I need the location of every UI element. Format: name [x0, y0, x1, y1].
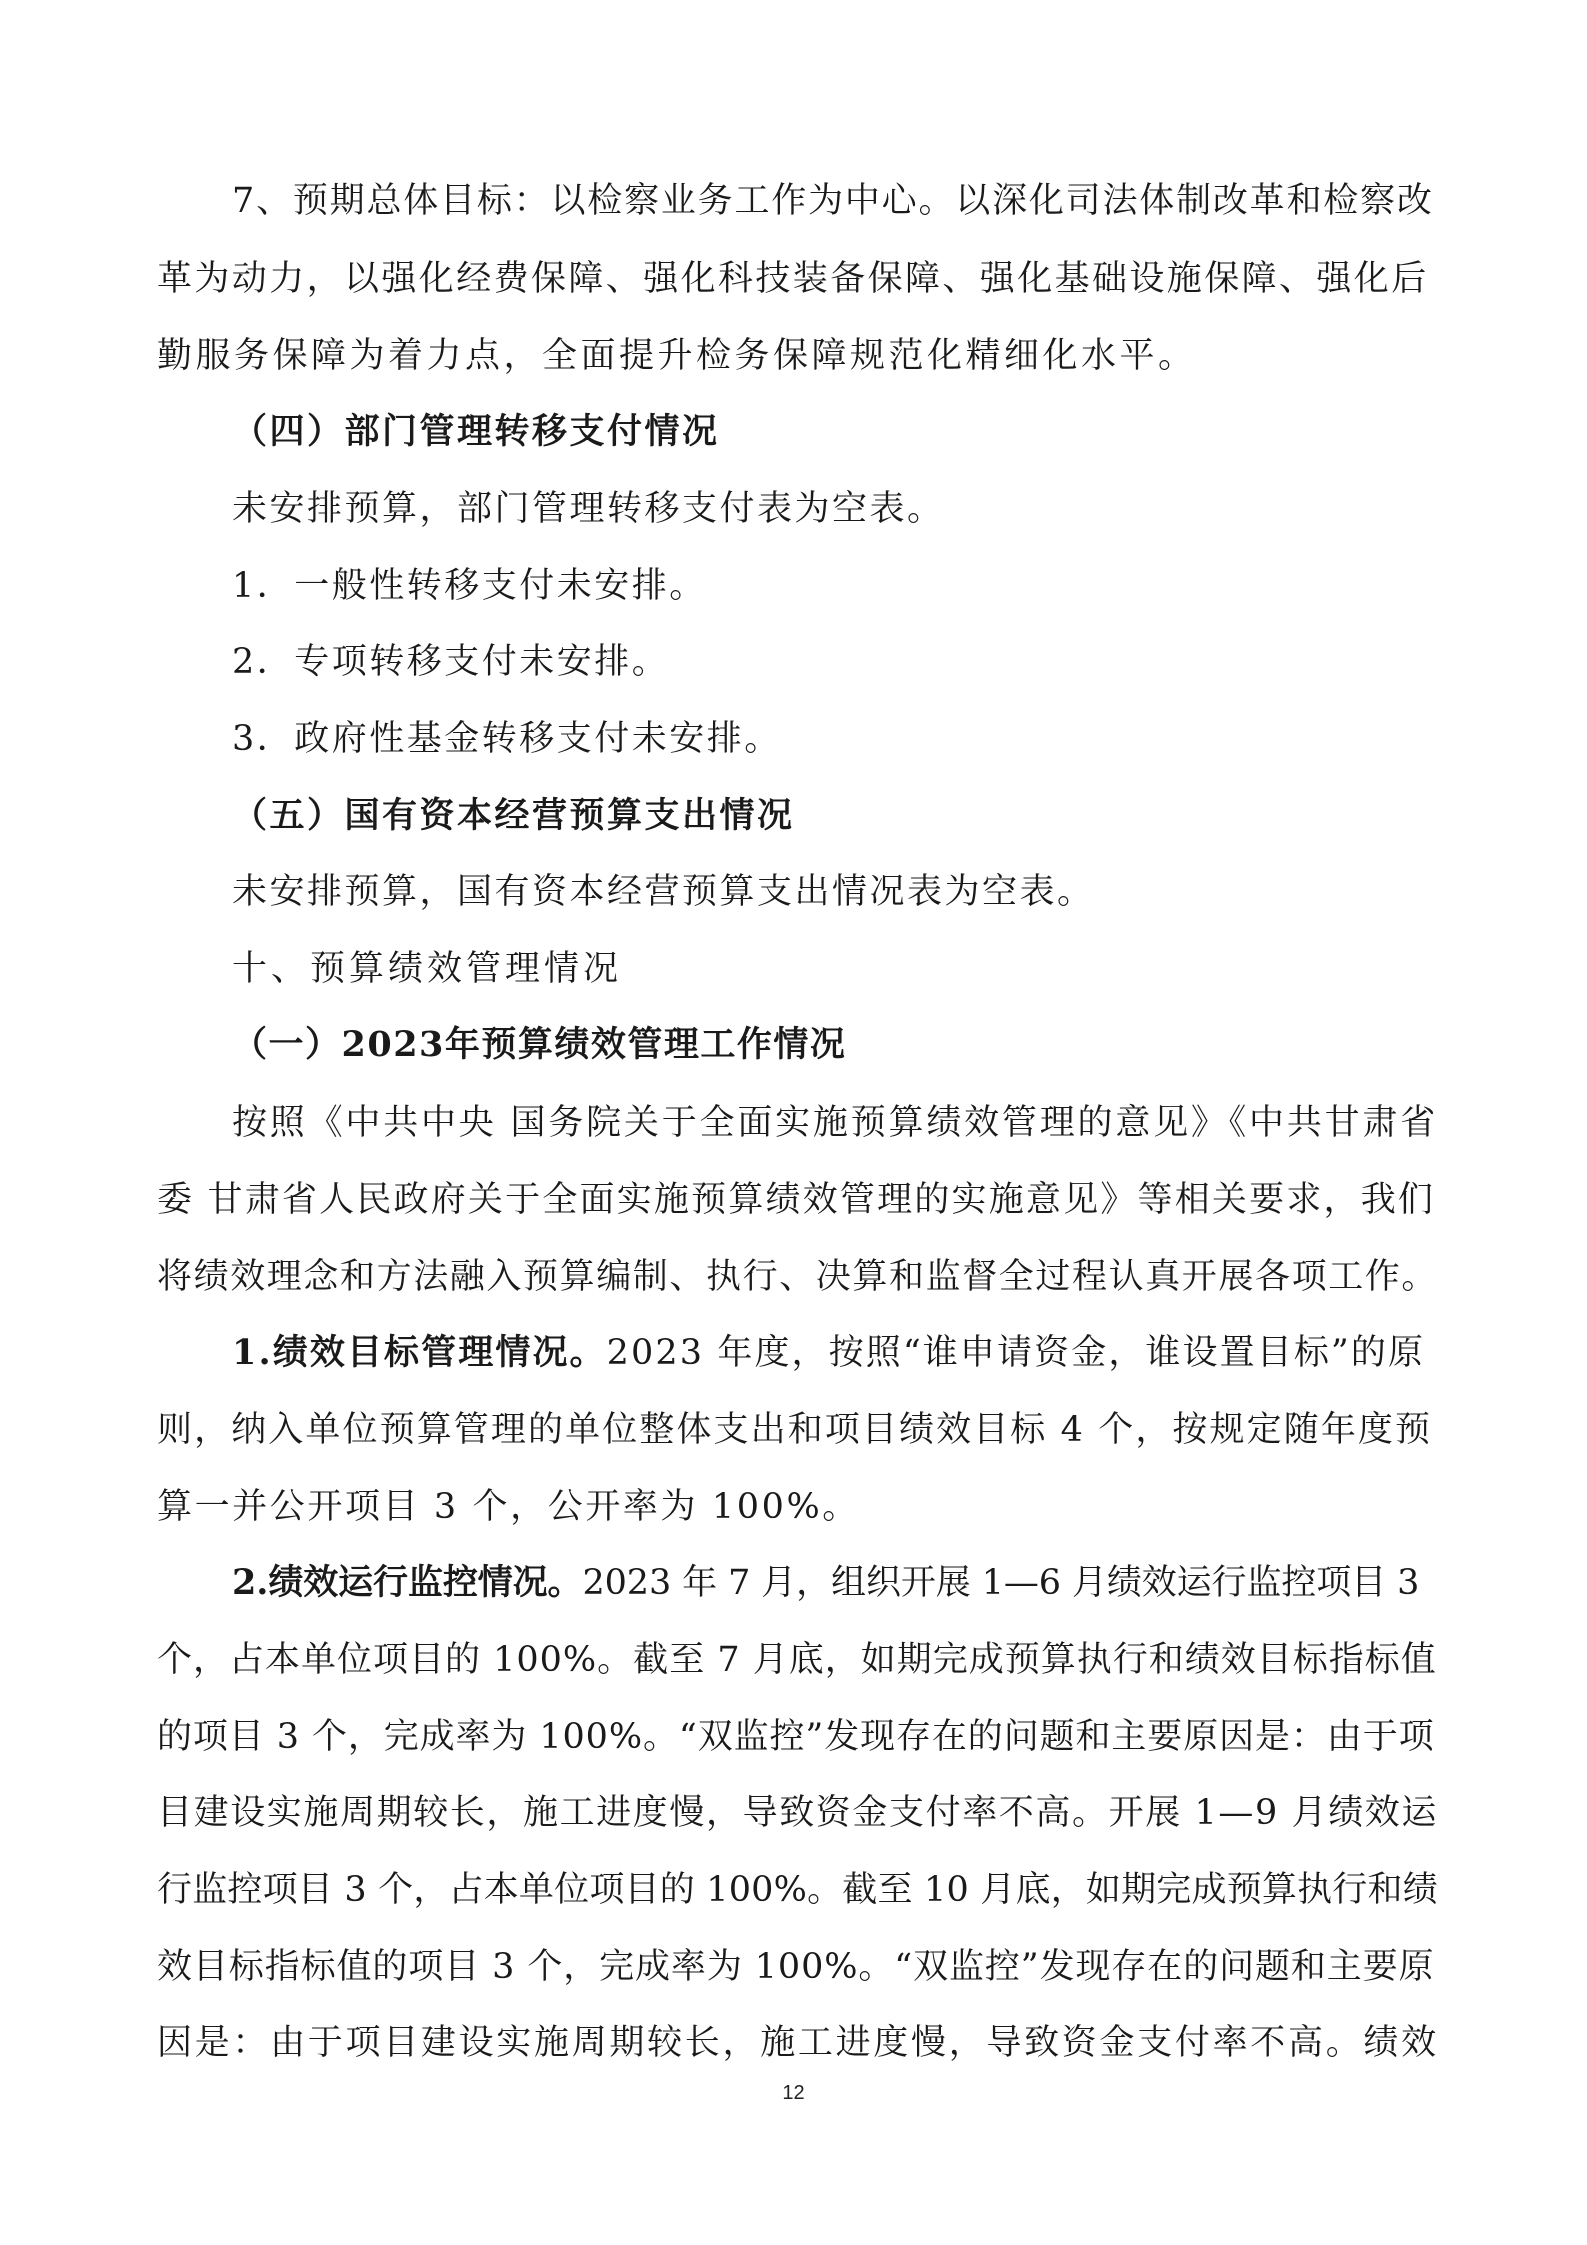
paragraph-line: 行监控项目 3 个，占本单位项目的 100%。截至 10 月底，如期完成预算执行和绩 [157, 1870, 1438, 1910]
section-heading: （五）国有资本经营预算支出情况 [232, 795, 795, 836]
list-item: 1．一般性转移支付未安排。 [232, 566, 707, 606]
paragraph-line: 算一并公开项目 3 个，公开率为 100%。 [157, 1487, 860, 1527]
paragraph-line: 委 甘肃省人民政府关于全面实施预算绩效管理的实施意见》等相关要求，我们 [157, 1180, 1436, 1220]
section-heading: （一）2023年预算绩效管理工作情况 [232, 1024, 847, 1065]
paragraph-line: 7、预期总体目标：以检察业务工作为中心。以深化司法体制改革和检察改 [232, 181, 1434, 221]
section-heading: （四）部门管理转移支付情况 [232, 411, 720, 452]
paragraph-line: 效目标指标值的项目 3 个，完成率为 100%。“双监控”发现存在的问题和主要原 [157, 1947, 1435, 1987]
paragraph-line [232, 1328, 1425, 1378]
paragraph-line: 将绩效理念和方法融入预算编制、执行、决算和监督全过程认真开展各项工作。 [157, 1257, 1439, 1297]
paragraph-line: 的项目 3 个，完成率为 100%。“双监控”发现存在的问题和主要原因是：由于项 [157, 1717, 1435, 1757]
paragraph-line: 勤服务保障为着力点，全面提升检务保障规范化精细化水平。 [157, 336, 1197, 376]
paragraph-text: 2023 年 7 月，组织开展 1—6 月绩效运行监控项目 3 [582, 1563, 1420, 1603]
paragraph-line: 目建设实施周期较长，施工进度慢，导致资金支付率不高。开展 1—9 月绩效运 [157, 1793, 1438, 1833]
paragraph-line: 革为动力，以强化经费保障、强化科技装备保障、强化基础设施保障、强化后 [157, 259, 1429, 299]
list-item: 2．专项转移支付未安排。 [232, 642, 670, 682]
list-item: 3．政府性基金转移支付未安排。 [232, 719, 782, 759]
paragraph-line: 个，占本单位项目的 100%。截至 7 月底，如期完成预算执行和绩效目标指标值 [157, 1640, 1437, 1680]
paragraph-line: 按照《中共中央 国务院关于全面实施预算绩效管理的意见》《中共甘肃省 [232, 1103, 1439, 1143]
paragraph-line: 因是：由于项目建设实施周期较长，施工进度慢，导致资金支付率不高。绩效 [157, 2023, 1439, 2063]
paragraph-line: 未安排预算，国有资本经营预算支出情况表为空表。 [232, 872, 1095, 912]
paragraph-line [232, 1558, 1419, 1608]
page-number: 12 [782, 2082, 805, 2104]
paragraph-lead: 2.绩效运行监控情况。 [232, 1562, 583, 1603]
paragraph-text: 2023 年度，按照“谁申请资金，谁设置目标”的原 [606, 1333, 1426, 1373]
chapter-heading: 十、预算绩效管理情况 [232, 949, 623, 989]
paragraph-line: 则，纳入单位预算管理的单位整体支出和项目绩效目标 4 个，按规定随年度预 [157, 1410, 1433, 1450]
paragraph-lead: 1.绩效目标管理情况。 [232, 1332, 607, 1373]
paragraph-line: 未安排预算，部门管理转移支付表为空表。 [232, 489, 945, 529]
